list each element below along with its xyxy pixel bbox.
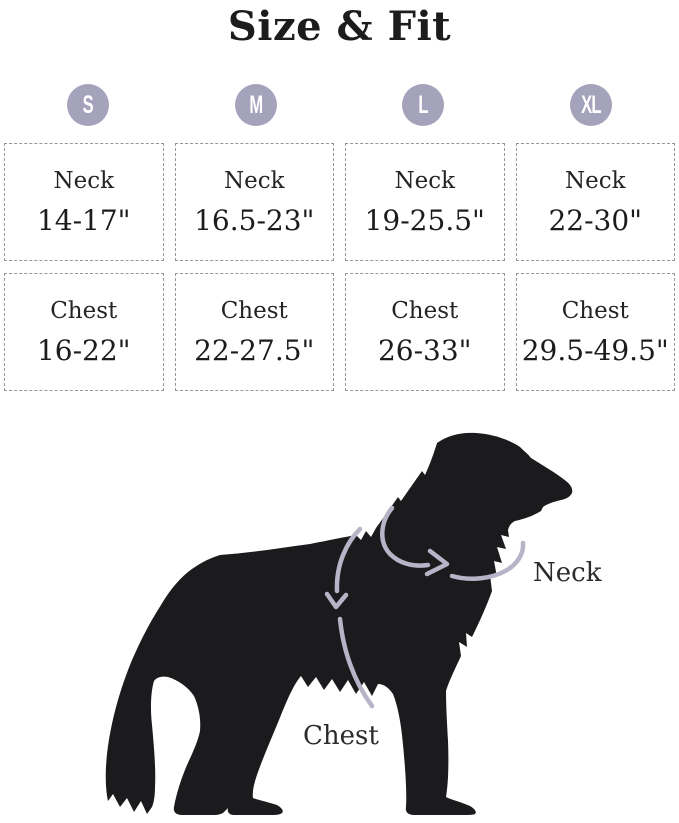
chest-cell-m bbox=[175, 273, 335, 391]
size-badge-m-label: M bbox=[249, 90, 263, 119]
size-badge-s bbox=[67, 84, 109, 126]
size-badge-l bbox=[402, 84, 444, 126]
size-badge-s-label: S bbox=[82, 90, 94, 119]
chest-range-xl: 29.5-49.5" bbox=[521, 333, 669, 367]
neck-label: Neck bbox=[53, 167, 115, 194]
page-title: Size & Fit bbox=[227, 3, 452, 50]
chest-label: Chest bbox=[220, 297, 288, 324]
neck-range-s: 14-17" bbox=[36, 203, 131, 237]
neck-cell-s bbox=[4, 143, 164, 261]
chest-label: Chest bbox=[391, 297, 459, 324]
chest-cell-xl bbox=[516, 273, 676, 391]
chest-cell-s bbox=[4, 273, 164, 391]
diagram-chest-label: Chest bbox=[303, 721, 379, 751]
chest-range-s: 16-22" bbox=[36, 333, 131, 367]
chest-range-m: 22-27.5" bbox=[194, 333, 315, 367]
size-badge-l-label: L bbox=[418, 90, 429, 119]
diagram-neck-label: Neck bbox=[533, 558, 602, 588]
size-badge-xl bbox=[570, 84, 612, 126]
size-chart-grid bbox=[4, 143, 675, 391]
neck-label: Neck bbox=[223, 167, 285, 194]
size-badge-m bbox=[235, 84, 277, 126]
size-badge-row bbox=[4, 84, 675, 126]
neck-range-xl: 22-30" bbox=[548, 203, 643, 237]
neck-label: Neck bbox=[394, 167, 456, 194]
neck-cell-l bbox=[345, 143, 505, 261]
dog-measurement-diagram bbox=[0, 423, 679, 821]
neck-cell-m bbox=[175, 143, 335, 261]
size-badge-xl-label: XL bbox=[581, 90, 602, 119]
neck-range-l: 19-25.5" bbox=[364, 203, 485, 237]
chest-label: Chest bbox=[561, 297, 629, 324]
chest-label: Chest bbox=[50, 297, 118, 324]
neck-cell-xl bbox=[516, 143, 676, 261]
chest-cell-l bbox=[345, 273, 505, 391]
neck-label: Neck bbox=[564, 167, 626, 194]
chest-range-l: 26-33" bbox=[377, 333, 472, 367]
neck-range-m: 16.5-23" bbox=[194, 203, 315, 237]
